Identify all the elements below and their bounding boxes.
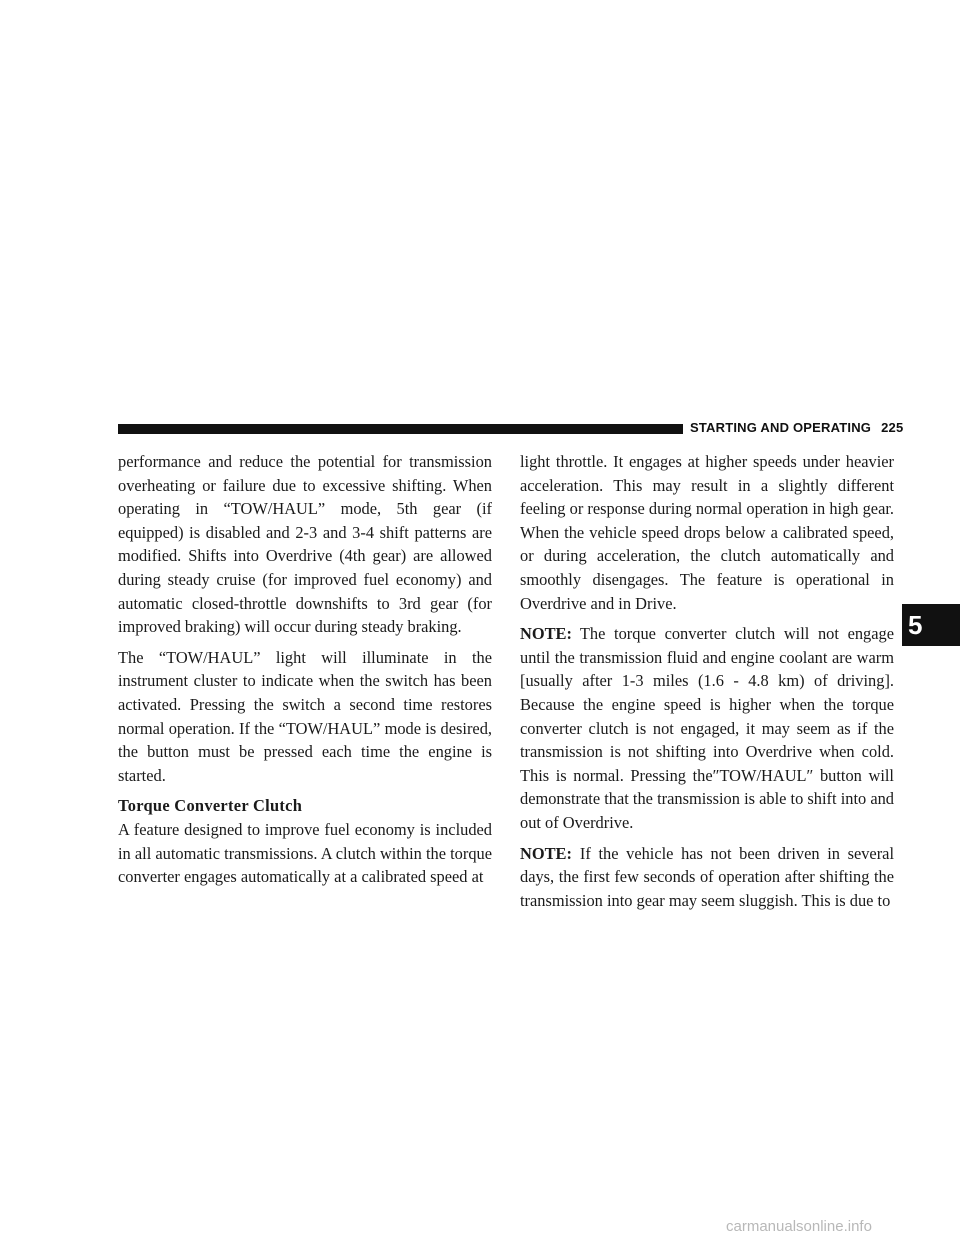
left-column [118, 450, 492, 896]
note-label: NOTE: [520, 843, 572, 863]
header-rule [118, 424, 683, 434]
note-paragraph [520, 842, 894, 913]
note-label: NOTE: [520, 624, 572, 644]
chapter-tab: 5 [902, 604, 960, 646]
page-number: 225 [881, 420, 904, 435]
paragraph: light throttle. It engages at higher speeds under heavier acceleration. This may result in a slightly different feeling or response during normal operation in high gear. When the vehicle speed drops below a calibrated speed, or during acceleration, the clutch automatically and smoothly disengages. The feature is operational in Overdrive and in Drive. [520, 452, 894, 613]
note-text: The torque converter clutch will not engage until the transmission fluid and engine coolant are warm [usually after 1-3 miles (1.6 - 4.8 km) of driving]. Because the engine speed is higher when the torque converter clutch is not engaged, it may seem as if the transmission is not shifting into Overdrive when cold. This is normal. Pressing the″TOW/HAUL″ button will demonstrate that the transmission is able to shift into and out of Overdrive. [520, 624, 894, 832]
note-text: If the vehicle has not been driven in several days, the first few seconds of operation after shifting the transmission into gear may seem sluggish. This is due to [520, 843, 894, 910]
note-paragraph [520, 622, 894, 834]
paragraph: The “TOW/HAUL” light will illuminate in the instrument cluster to indicate when the switch has been activated. Pressing the switch a second time restores normal operation. If the “TOW/HAUL” mode is desired, the button must be pressed each time the engine is started. [118, 647, 492, 785]
watermark-text: carmanualsonline.info [726, 1218, 872, 1235]
running-header [690, 420, 904, 438]
paragraph: performance and reduce the potential for transmission overheating or failure due to excessive shifting. When operating in “TOW/HAUL” mode, 5th gear (if equipped) is disabled and 2-3 and 3-4 shift patterns are modified. Shifts into Overdrive (4th gear) are allowed during steady cruise (for improved fuel economy) and automatic closed-throttle downshifts to 3rd gear (for improved braking) will occur during steady braking. [118, 452, 492, 637]
right-column [520, 450, 894, 919]
section-heading: Torque Converter Clutch [118, 796, 303, 816]
section-title: STARTING AND OPERATING [690, 420, 872, 435]
paragraph: A feature designed to improve fuel economy is included in all automatic transmissions. A clutch within the torque converter engages automatically at a calibrated speed at [118, 819, 492, 887]
